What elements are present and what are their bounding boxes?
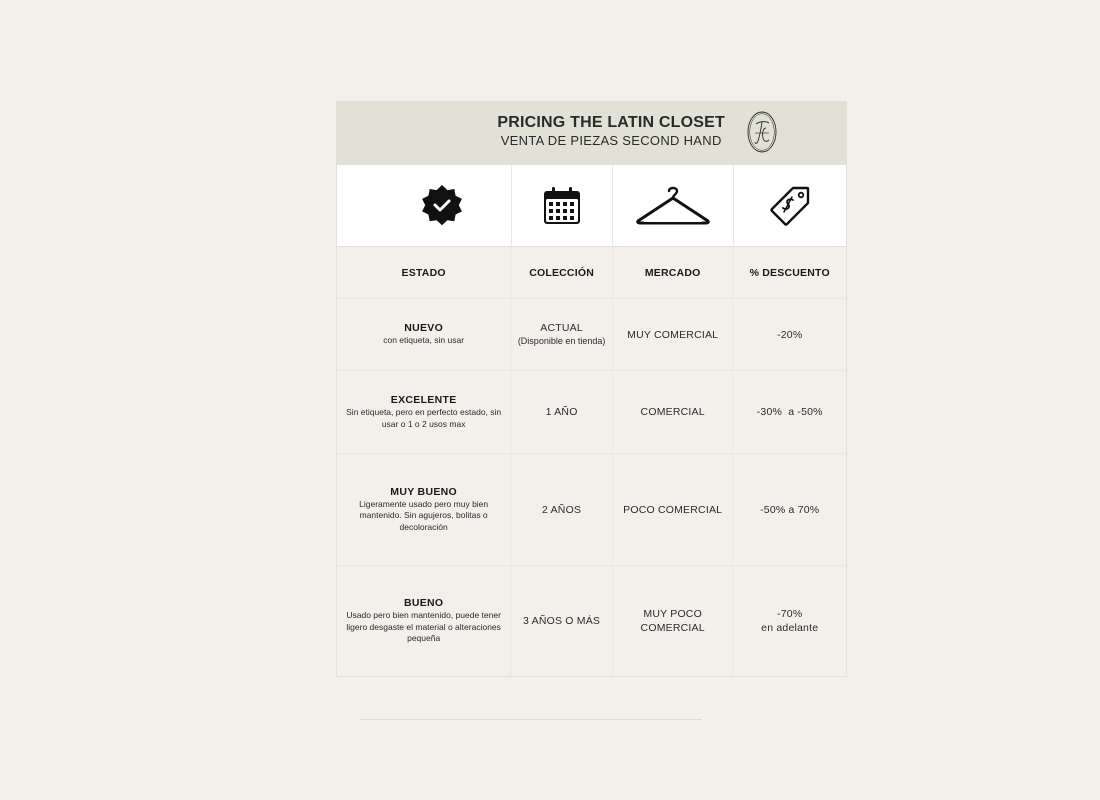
pricing-card [336,101,847,677]
market-value: COMERCIAL [640,406,705,418]
icon-cell-mercado [613,165,733,246]
state-cell [337,566,511,676]
market-cell [613,299,734,370]
collection-note: (Disponible en tienda) [517,336,606,346]
state-cell [337,371,511,453]
market-cell [613,371,734,453]
collection-cell [511,299,613,370]
calendar-icon [542,186,582,226]
state-name: MUY BUENO [390,485,457,498]
state-name: BUENO [403,597,444,610]
column-header-coleccion: COLECCIÓN [511,247,613,298]
market-cell [613,566,734,676]
state-name: NUEVO [404,322,444,335]
market-value: POCO COMERCIAL [623,503,723,516]
icons-row [337,164,846,247]
collection-value: 1 AÑO [545,406,578,418]
state-description: Ligeramente usado pero muy bien mantenido. Sin agujeros, bolitas o decoloración [359,498,489,532]
market-cell [613,454,734,565]
price-tag-icon [769,185,811,227]
collection-cell [511,371,613,453]
card-header [337,102,846,164]
column-header-estado: ESTADO [337,247,511,298]
discount-value: -70% [777,608,803,620]
discount-cell [733,371,846,453]
icon-cell-coleccion [512,165,613,246]
column-header-descuento: % DESCUENTO [749,266,830,279]
discount-cell [733,566,846,676]
table-row [337,566,846,676]
brand-logo-icon [747,111,777,153]
state-name: EXCELENTE [390,394,457,406]
icon-cell-descuento [734,165,846,246]
verified-badge-icon [337,184,511,228]
discount-value: -30% a -50% [756,406,823,418]
state-description: Sin etiqueta, pero en perfecto estado, sin usar o 1 o 2 usos max [346,407,502,429]
collection-value: ACTUAL [540,322,583,334]
collection-value: 3 AÑOS O MÁS [523,615,601,627]
discount-cell [733,299,846,370]
table-row [337,371,846,454]
table-header-row [337,247,846,299]
market-value: MUY COMERCIAL [627,328,719,341]
collection-value: 2 AÑOS [542,503,582,516]
collection-cell [511,454,613,565]
column-header-mercado: MERCADO [613,247,734,298]
table-row [337,299,846,371]
collection-cell [511,566,613,676]
header-titles [497,113,725,149]
discount-cell [733,454,846,565]
market-value-line2: COMERCIAL [640,622,705,634]
state-cell [337,299,511,370]
discount-note: en adelante [761,622,819,634]
divider [360,719,702,720]
state-cell [337,454,511,565]
table-row [337,454,846,566]
page-title: PRICING THE LATIN CLOSET [497,114,725,131]
discount-value: -20% [777,328,803,341]
state-description: con etiqueta, sin usar [383,335,465,346]
icon-cell-estado [337,165,512,246]
state-description: Usado pero bien mantenido, puede tener ligero desgaste el material o alteraciones pequeña [346,610,501,644]
discount-value: -50% a 70% [760,503,820,516]
hanger-icon [636,185,710,227]
market-value: MUY POCO [643,608,702,620]
page-subtitle: VENTA DE PIEZAS SECOND HAND [500,133,722,148]
